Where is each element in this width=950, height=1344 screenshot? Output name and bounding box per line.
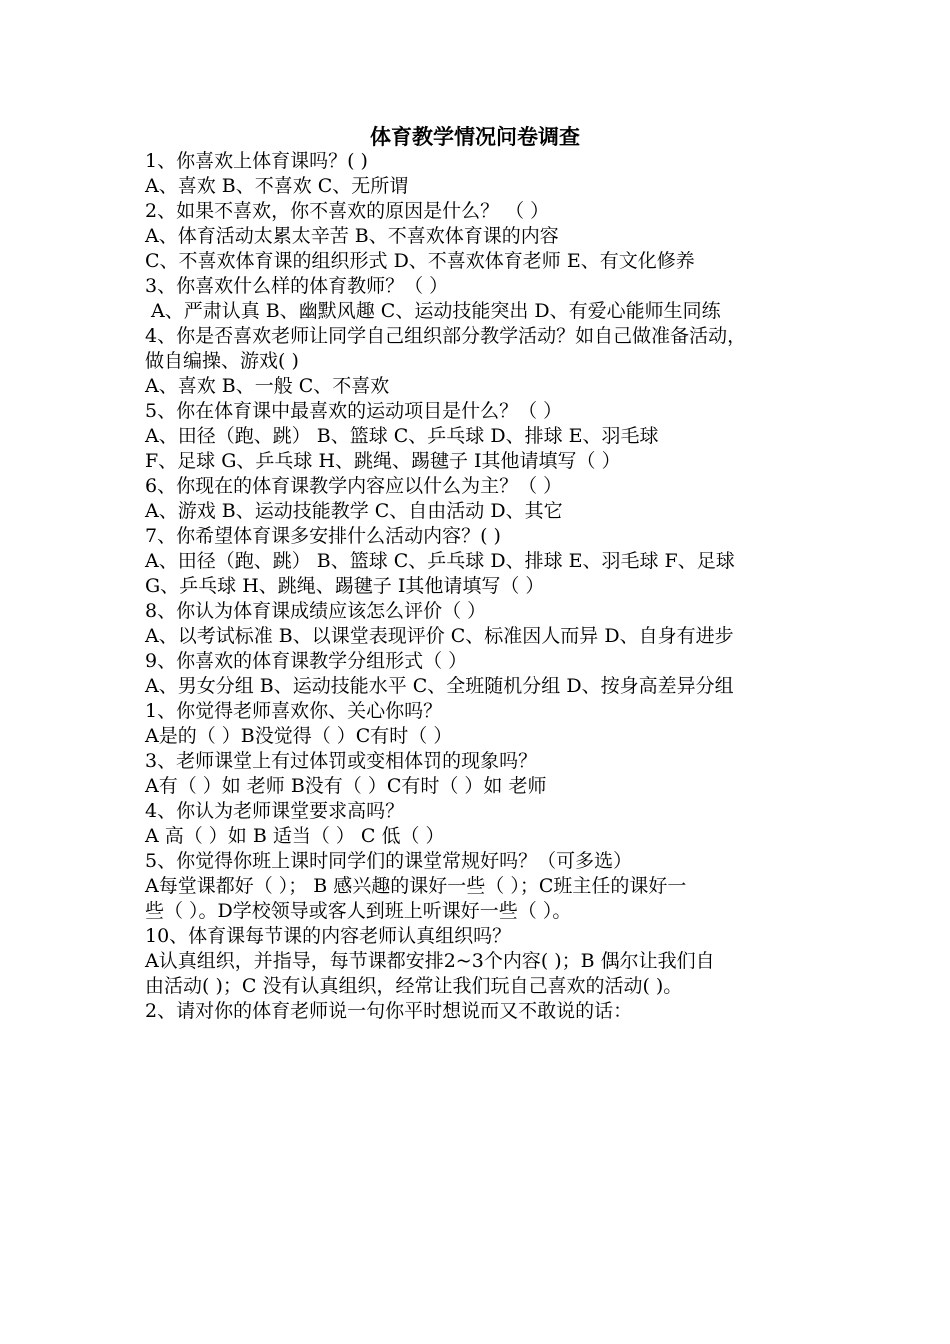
text-line: 1、你觉得老师喜欢你、关心你吗？: [145, 700, 443, 722]
text-line: 4、你认为老师课堂要求高吗？: [145, 800, 405, 822]
text-line: C、不喜欢体育课的组织形式 D、不喜欢体育老师 E、有文化修养: [145, 250, 695, 272]
text-line: 8、你认为体育课成绩应该怎么评价（ ）: [145, 600, 487, 622]
document-title: 体育教学情况问卷调查: [370, 124, 580, 149]
text-line: A认真组织，并指导，每节课都安排2~3个内容( )；B 偶尔让我们自: [145, 950, 715, 972]
text-line: G、乒乓球 H、跳绳、踢毽子 I其他请填写（ ）: [145, 575, 545, 597]
question-list: [145, 149, 825, 1024]
text-line: A、体育活动太累太辛苦 B、不喜欢体育课的内容: [145, 225, 559, 247]
text-line: 2、请对你的体育老师说一句你平时想说而又不敢说的话：: [145, 1000, 633, 1022]
text-line: 由活动( )；C 没有认真组织，经常让我们玩自己喜欢的活动( )。: [145, 975, 683, 997]
text-line: 做自编操、游戏( ): [145, 350, 299, 372]
text-line: 2、如果不喜欢，你不喜欢的原因是什么？ （ ）: [145, 200, 550, 222]
text-line: 5、你觉得你班上课时同学们的课堂常规好吗？（可多选）: [145, 850, 633, 872]
text-line: A、男女分组 B、运动技能水平 C、全班随机分组 D、按身高差异分组: [145, 675, 734, 697]
text-line: A、喜欢 B、一般 C、不喜欢: [145, 375, 390, 397]
text-line: A每堂课都好（ ）； B 感兴趣的课好一些（ ）；C班主任的课好一: [145, 875, 687, 897]
text-line: F、足球 G、乒乓球 H、跳绳、踢毽子 I其他请填写（ ）: [145, 450, 621, 472]
text-line: A有（ ）如 老师 B没有（ ）C有时（ ）如 老师: [145, 775, 547, 797]
text-line: 1、你喜欢上体育课吗？( ): [145, 150, 368, 172]
text-line: 3、老师课堂上有过体罚或变相体罚的现象吗？: [145, 750, 538, 772]
text-line: A、以考试标准 B、以课堂表现评价 C、标准因人而异 D、自身有进步: [145, 625, 734, 647]
text-line: A、田径（跑、跳） B、篮球 C、乒乓球 D、排球 E、羽毛球: [145, 425, 659, 447]
text-line: 7、你希望体育课多安排什么活动内容？( ): [145, 525, 501, 547]
text-line: A、喜欢 B、不喜欢 C、无所谓: [145, 175, 409, 197]
text-line: 10、体育课每节课的内容老师认真组织吗？: [145, 925, 512, 947]
text-line: 5、你在体育课中最喜欢的运动项目是什么？（ ）: [145, 400, 563, 422]
text-line: 3、你喜欢什么样的体育教师？（ ）: [145, 275, 449, 297]
text-line: 4、你是否喜欢老师让同学自己组织部分教学活动？如自己做准备活动，: [145, 325, 747, 347]
text-line: A、游戏 B、运动技能教学 C、自由活动 D、其它: [145, 500, 563, 522]
text-line: A是的（ ）B没觉得（ ）C有时（ ）: [145, 725, 453, 747]
text-line: A、严肃认真 B、幽默风趣 C、运动技能突出 D、有爱心能师生同练: [145, 300, 721, 322]
text-line: 9、你喜欢的体育课教学分组形式（ ）: [145, 650, 468, 672]
text-line: A、田径（跑、跳） B、篮球 C、乒乓球 D、排球 E、羽毛球 F、足球: [145, 550, 735, 572]
text-line: A 高（ ）如 B 适当（ ） C 低（ ）: [145, 825, 445, 847]
text-line: 6、你现在的体育课教学内容应以什么为主？（ ）: [145, 475, 563, 497]
text-line: 些（ ）。D学校领导或客人到班上听课好一些（ ）。: [145, 900, 572, 922]
